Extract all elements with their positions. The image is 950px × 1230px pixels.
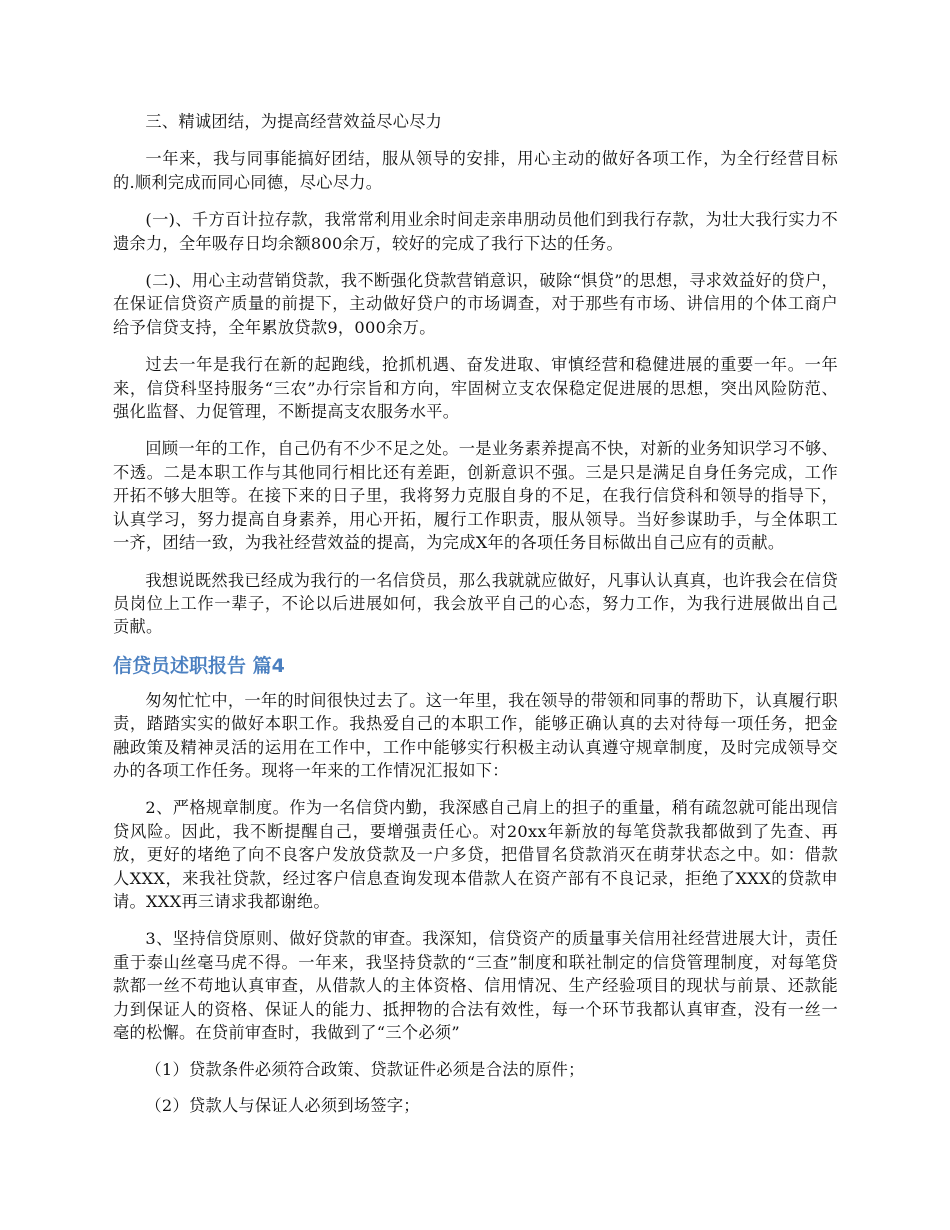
list-item: （1）贷款条件必须符合政策、贷款证件必须是合法的原件； — [145, 1060, 585, 1080]
report-heading: 信贷员述职报告 篇4 — [113, 654, 285, 677]
paragraph: 3、坚持信贷原则、做好贷款的审查。我深知，信贷资产的质量事关信用社经营进展大计，责任重于泰山丝毫马虎不得。一年来，我坚持贷款的“三查”制度和联社制定的信贷管理制度，对每笔贷款都一丝不苟地认真审查，从借款人的主体资格、信用情况、生产经验项目的现状与前景、还款能力到保证人的资格、保证人的能力、抵押物的合法有效性，每一个环节我都认真审查，没有一丝一毫的松懈。在贷前审查时，我做到了“三个必须” — [113, 929, 838, 1042]
section-heading-three: 三、精诚团结，为提高经营效益尽心尽力 — [145, 112, 443, 131]
paragraph: 过去一年是我行在新的起跑线，抢抓机遇、奋发进取、审慎经营和稳健进展的重要一年。一年来，信贷科坚持服务“三农”办行宗旨和方向，牢固树立支农保稳定促进展的思想，突出风险防范、强化监督、力促管理，不断提高支农服务水平。 — [113, 355, 838, 422]
list-item: （2）贷款人与保证人必须到场签字； — [145, 1095, 420, 1115]
paragraph: 匆匆忙忙中，一年的时间很快过去了。这一年里，我在领导的带领和同事的帮助下，认真履行职责，踏踏实实的做好本职工作。我热爱自己的本职工作，能够正确认真的去对待每一项任务，把金融政策及精神灵活的运用在工作中，工作中能够实行积极主动认真遵守规章制度，及时完成领导交办的各项工作任务。现将一年来的工作情况汇报如下： — [113, 690, 838, 780]
paragraph: (二)、用心主动营销贷款，我不断强化贷款营销意识，破除“惧贷”的思想，寻求效益好的贷户，在保证信贷资产质量的前提下，主动做好贷户的市场调查，对于那些有市场、讲信用的个体工商户给予信贷支持，全年累放贷款9，000余万。 — [113, 271, 838, 337]
paragraph: 回顾一年的工作，自己仍有不少不足之处。一是业务素养提高不快，对新的业务知识学习不够、不透。二是本职工作与其他同行相比还有差距，创新意识不强。三是只是满足自身任务完成，工作开拓不够大胆等。在接下来的日子里，我将努力克服自身的不足，在我行信贷科和领导的指导下，认真学习，努力提高自身素养，用心开拓，履行工作职责，服从领导。当好参谋助手，与全体职工一齐，团结一致，为我社经营效益的提高，为完成X年的各项任务目标做出自己应有的贡献。 — [113, 439, 838, 553]
paragraph: 一年来，我与同事能搞好团结，服从领导的安排，用心主动的做好各项工作，为全行经营目标的.顺利完成而同心同德，尽心尽力。 — [113, 149, 838, 192]
document-body — [113, 110, 838, 1129]
paragraph: (一)、千方百计拉存款，我常常利用业余时间走亲串朋动员他们到我行存款，为壮大我行实力不遗余力，全年吸存日均余额800余万，较好的完成了我行下达的任务。 — [113, 210, 838, 253]
paragraph: 2、严格规章制度。作为一名信贷内勤，我深感自己肩上的担子的重量，稍有疏忽就可能出现信贷风险。因此，我不断提醒自己，要增强责任心。对20xx年新放的每笔贷款我都做到了先查、再放，更好的堵绝了向不良客户发放贷款及一户多贷，把借冒名贷款消灭在萌芽状态之中。如：借款人XXX，来我社贷款，经过客户信息查询发现本借款人在资产部有不良记录，拒绝了XXX的贷款申请。XXX再三请求我都谢绝。 — [113, 798, 838, 911]
paragraph: 我想说既然我已经成为我行的一名信贷员，那么我就就应做好，凡事认认真真，也许我会在信贷员岗位上工作一辈子，不论以后进展如何，我会放平自己的心态，努力工作，为我行进展做出自己贡献。 — [113, 570, 838, 637]
